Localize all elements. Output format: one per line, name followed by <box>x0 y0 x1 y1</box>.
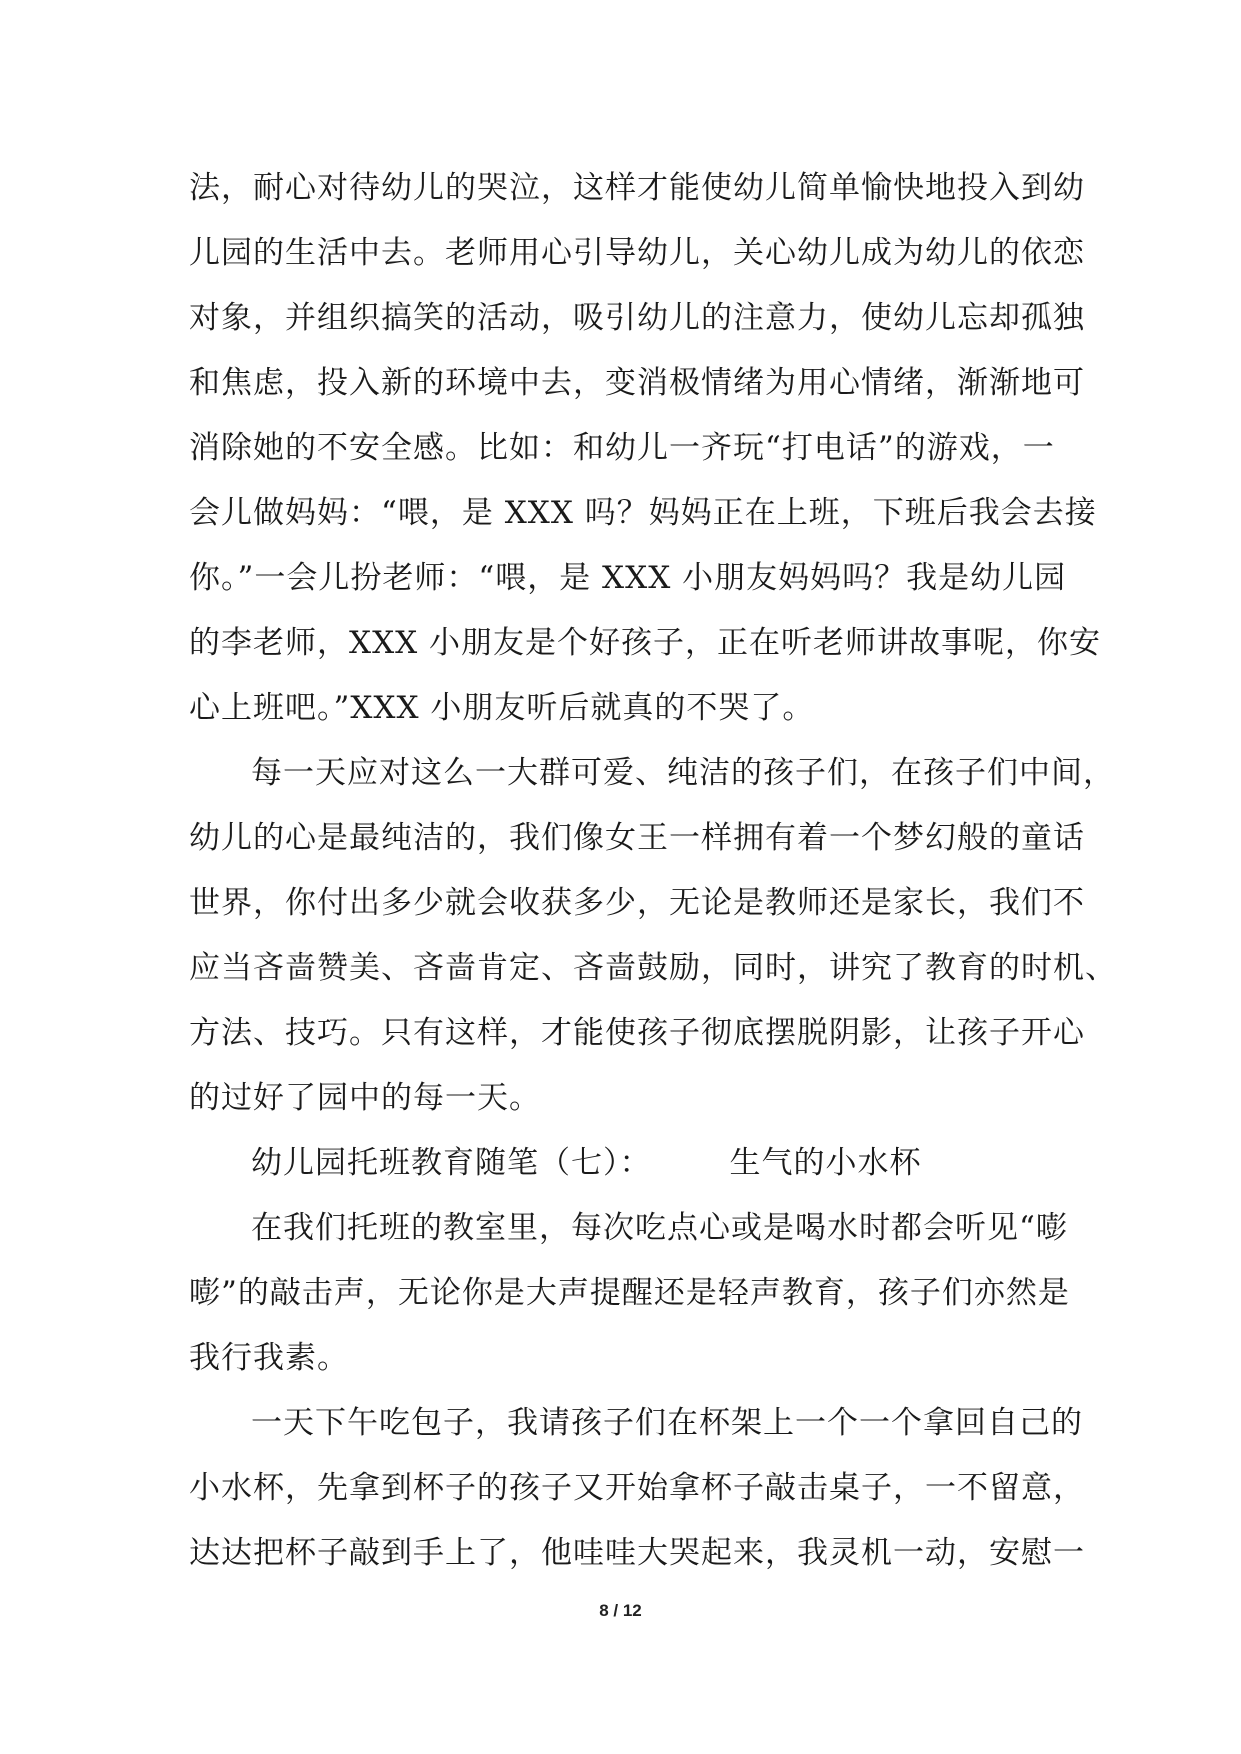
section-heading-title: 生气的小水杯 <box>729 1145 922 1181</box>
text-line: 达达把杯子敲到手上了，他哇哇大哭起来，我灵机一动，安慰一 <box>189 1535 1085 1571</box>
text-line: 嘭”的敲击声，无论你是大声提醒还是轻声教育，孩子们亦然是 <box>189 1275 1070 1311</box>
text-line: 儿园的生活中去。老师用心引导幼儿，关心幼儿成为幼儿的依恋 <box>189 235 1085 271</box>
text-line: 的李老师，XXX 小朋友是个好孩子，正在听老师讲故事呢，你安 <box>189 625 1102 661</box>
text-line: 和焦虑，投入新的环境中去，变消极情绪为用心情绪，渐渐地可 <box>189 365 1085 401</box>
text-line: 你。”一会儿扮老师：“喂，是 XXX 小朋友妈妈吗？我是幼儿园 <box>189 560 1067 596</box>
text-line: 小水杯，先拿到杯子的孩子又开始拿杯子敲击桌子，一不留意， <box>189 1470 1085 1506</box>
section-heading <box>189 1131 1059 1196</box>
text-line: 一天下午吃包子，我请孩子们在杯架上一个一个拿回自己的 <box>251 1405 1083 1441</box>
text-line: 对象，并组织搞笑的活动，吸引幼儿的注意力，使幼儿忘却孤独 <box>189 300 1085 336</box>
text-line: 在我们托班的教室里，每次吃点心或是喝水时都会听见“嘭 <box>251 1210 1068 1246</box>
text-line: 方法、技巧。只有这样，才能使孩子彻底摆脱阴影，让孩子开心 <box>189 1015 1085 1051</box>
body-text <box>189 156 1117 1586</box>
text-line: 心上班吧。”XXX 小朋友听后就真的不哭了。 <box>189 690 815 726</box>
text-line: 消除她的不安全感。比如：和幼儿一齐玩“打电话”的游戏，一 <box>189 430 1055 466</box>
text-line: 应当吝啬赞美、吝啬肯定、吝啬鼓励，同时，讲究了教育的时机、 <box>189 950 1117 986</box>
text-line: 会儿做妈妈：“喂，是 XXX 吗？妈妈正在上班，下班后我会去接 <box>189 495 1097 531</box>
section-heading-prefix: 幼儿园托班教育随笔（七）： <box>251 1145 652 1181</box>
text-line: 我行我素。 <box>189 1340 349 1376</box>
text-line: 幼儿的心是最纯洁的，我们像女王一样拥有着一个梦幻般的童话 <box>189 820 1085 856</box>
text-line: 世界，你付出多少就会收获多少，无论是教师还是家长，我们不 <box>189 885 1085 921</box>
text-line: 每一天应对这么一大群可爱、纯洁的孩子们，在孩子们中间， <box>251 755 1115 791</box>
page-number: 8 / 12 <box>599 1601 642 1620</box>
text-line: 法，耐心对待幼儿的哭泣，这样才能使幼儿简单愉快地投入到幼 <box>189 170 1085 206</box>
text-line: 的过好了园中的每一天。 <box>189 1080 541 1116</box>
